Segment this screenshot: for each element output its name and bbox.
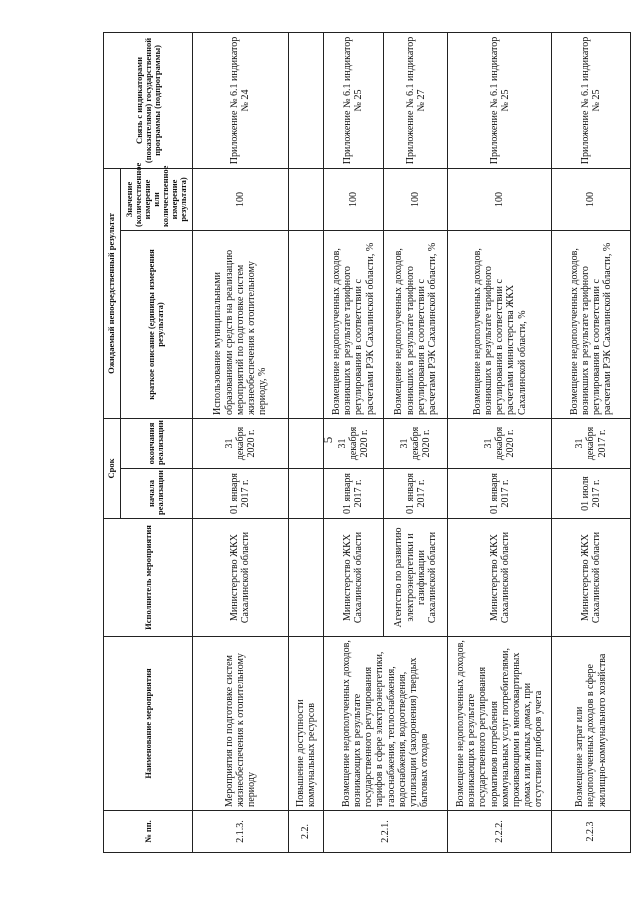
row-value-2: 100 <box>384 168 448 230</box>
header-start: начала реализации <box>120 469 193 519</box>
header-num: № пп. <box>104 811 193 853</box>
row-executor-2: Агентство по развитию электроэнергетики и газификации Сахалинской области <box>384 519 448 637</box>
row-end: 31 декабря 2020 г. <box>448 418 552 468</box>
row-desc <box>288 230 323 418</box>
header-name: Наименование мероприятия <box>104 637 193 811</box>
header-end: окончания реализации <box>120 418 193 468</box>
table-row <box>193 32 288 852</box>
measures-table <box>103 32 631 853</box>
row-end-2: 31 декабря 2020 г. <box>384 418 448 468</box>
header-row-1 <box>104 32 121 852</box>
row-end <box>288 418 323 468</box>
row-value <box>288 168 323 230</box>
row-start: 01 января 2017 г. <box>323 469 383 519</box>
row-desc-2: Возмещение недополученных доходов, возникших в результате тарифного регулирования в соответствии с расчетами РЭК Сахалинской области, % <box>384 230 448 418</box>
row-end: 31 декабря 2020 г. <box>323 418 383 468</box>
row-desc: Возмещение недополученных доходов, возникших в результате тарифного регулирования в соответствии с расчетами министерства ЖКХ Сахалинской области, % <box>448 230 552 418</box>
row-start: 01 июля 2017 г. <box>552 469 631 519</box>
row-name: Возмещение затрат или недополученных доходов в сфере жилищно-коммунального хозяйства <box>552 637 631 811</box>
table-row <box>323 32 383 852</box>
row-num: 2.2.1. <box>323 811 447 853</box>
row-num: 2.2.3 <box>552 811 631 853</box>
row-link: Приложение № 6.1 индикатор № 25 <box>552 32 631 168</box>
row-executor: Министерство ЖКХ Сахалинской области <box>193 519 288 637</box>
table-row <box>448 32 552 852</box>
header-value: Значение (количественное измерение или количественное измерение результата) <box>120 168 193 230</box>
row-num: 2.2. <box>288 811 323 853</box>
header-executor: Исполнитель мероприятия <box>104 519 193 637</box>
row-link: Приложение № 6.1 индикатор № 25 <box>323 32 383 168</box>
row-value: 100 <box>552 168 631 230</box>
row-executor: Министерство ЖКХ Сахалинской области <box>448 519 552 637</box>
row-value: 100 <box>193 168 288 230</box>
row-name: Возмещение недополученных доходов, возникающих в результате государственного регулирования тарифов в сфере электроэнергетики, газоснабжения, теплоснабжения, водоснабжения, водоотведения, утилизации (захоронения) твердых бытовых отходов <box>323 637 447 811</box>
row-num: 2.1.3. <box>193 811 288 853</box>
rotated-table-wrapper <box>103 33 631 853</box>
row-executor: Министерство ЖКХ Сахалинской области <box>552 519 631 637</box>
row-executor <box>288 519 323 637</box>
header-expected: Ожидаемый непосредственный результат <box>104 168 121 418</box>
header-term: Срок <box>104 418 121 518</box>
row-name: Мероприятия по подготовке систем жизнеобеспечения к отопительному периоду <box>193 637 288 811</box>
row-executor: Министерство ЖКХ Сахалинской области <box>323 519 383 637</box>
table-row <box>552 32 631 852</box>
row-link: Приложение № 6.1 индикатор № 25 <box>448 32 552 168</box>
row-end: 31 декабря 2020 г. <box>193 418 288 468</box>
row-name: Повышение доступности коммунальных ресурсов <box>288 637 323 811</box>
row-desc: Использование муниципальными образованиями средств на реализацию мероприятий по подготовке систем жизнеобеспечения к отопительному периоду, % <box>193 230 288 418</box>
row-start-2: 01 января 2017 г. <box>384 469 448 519</box>
header-short-desc: краткое описание (единицы измерения результата) <box>120 230 193 418</box>
row-end: 31 декабря 2017 г. <box>552 418 631 468</box>
row-value: 100 <box>448 168 552 230</box>
header-link: Связь с индикаторами (показателями) государственной программы (подпрограммы) <box>104 32 193 168</box>
row-link <box>288 32 323 168</box>
row-start <box>288 469 323 519</box>
row-link: Приложение № 6.1 индикатор № 24 <box>193 32 288 168</box>
page-number: 5 <box>320 436 335 444</box>
table-row <box>288 32 323 852</box>
row-desc: Возмещение недополученных доходов, возникших в результате тарифного регулирования в соответствии с расчетами РЭК Сахалинской области, % <box>552 230 631 418</box>
row-desc: Возмещение недополученных доходов, возникших в результате тарифного регулирования в соответствии с расчетами РЭК Сахалинской области, % <box>323 230 383 418</box>
row-start: 01 января 2017 г. <box>193 469 288 519</box>
row-num: 2.2.2. <box>448 811 552 853</box>
row-link-2: Приложение № 6.1 индикатор № 27 <box>384 32 448 168</box>
row-value: 100 <box>323 168 383 230</box>
row-name: Возмещение недополученных доходов, возникающих в результате государственного регулирования нормативов потребления коммунальных услуг потребителями, проживающими в многоквартирных домах или жилых домах, при отсутствии приборов учета <box>448 637 552 811</box>
row-start: 01 января 2017 г. <box>448 469 552 519</box>
